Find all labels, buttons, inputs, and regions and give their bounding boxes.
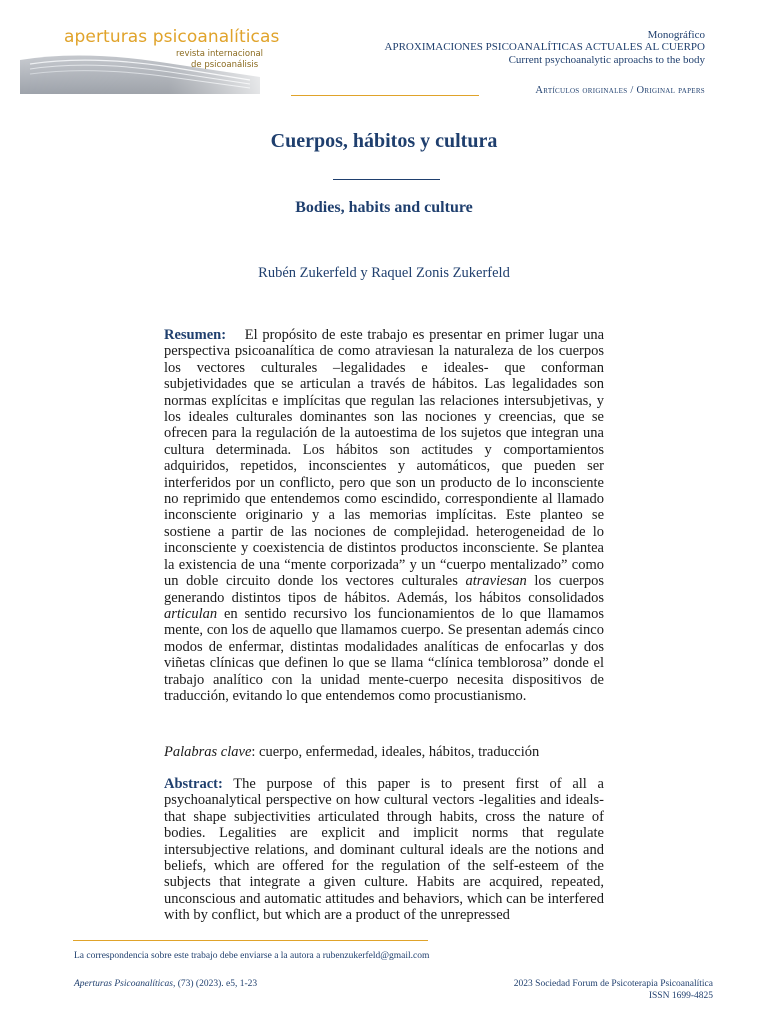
citation-details: , (73) (2023). e5, 1-23 bbox=[172, 979, 258, 989]
resumen-text-1: El propósito de este trabajo es presentar en primer lugar una perspectiva psicoanalítica de como atraviesan la naturaleza de los cuerpos los vectores culturales –legalidades e ideales- que conforman subjetividades que se articulan a través de hábitos. Las legalidades son normas explícitas e implícitas que regulan las relaciones intersubjetivas, y los ideales culturales dominantes son las nociones y creencias, que se ofrecen para la regulación de la autoestima de los sujetos que integran una cultura determinada. Los hábitos son actitudes y comportamientos adquiridos, repetidos, inconscientes y automáticos, que pueden ser interferidos por un conflicto, pero que son un producto de lo inconsciente no reprimido que entendemos como escindido, correspondiente al llamado inconsciente originario y a las memorias implícitas. Este planteo se sostiene a partir de las nociones de complejidad. heterogeneidad de lo inconsciente y coexistencia de distintos productos inconsciente. Se plantea la existencia de una “mente corporizada” y un “cuerpo mentalizado” como un doble circuito donde los vectores culturales bbox=[164, 327, 605, 590]
issn: ISSN 1699-4825 bbox=[648, 991, 713, 1001]
journal-name: Aperturas Psicoanalíticas bbox=[74, 979, 173, 989]
abstract-label: Abstract: bbox=[164, 776, 223, 792]
logo-subtitle-line2: de psicoanálisis bbox=[191, 60, 259, 70]
resumen-text-3: en sentido recursivo los funcionamientos de lo que llamamos mente, con los de aquello que llamamos cuerpo. Se presentan además cinco modos de enfermar, distintas modalidades analíticas de enfocarlas y dos viñetas clínicas que definen lo que se llama “clínica temblorosa” donde el trabajo analítico con la unidad mente-cuerpo necesita dispositivos de traducción, evitando lo que entendemos como procustianismo. bbox=[164, 605, 604, 704]
abstract-paragraph bbox=[164, 776, 604, 924]
header-theme-es: APROXIMACIONES PSICOANALÍTICAS ACTUALES AL CUERPO bbox=[384, 41, 705, 53]
journal-citation bbox=[74, 979, 257, 989]
logo-title: aperturas psicoanalíticas bbox=[64, 27, 280, 47]
correspondence-footnote: La correspondencia sobre este trabajo debe enviarse a la autora a rubenzukerfeld@gmail.com bbox=[74, 951, 430, 961]
resumen-text-2: los cuerpos generando distintos tipos de hábitos. Además, los hábitos consolidados bbox=[164, 573, 605, 606]
logo-subtitle-line1: revista internacional bbox=[176, 49, 264, 59]
article-title-en: Bodies, habits and culture bbox=[295, 199, 473, 216]
footnote-divider bbox=[73, 940, 428, 941]
keywords-text: : cuerpo, enfermedad, ideales, hábitos, traducción bbox=[251, 744, 540, 760]
resumen-label: Resumen: bbox=[164, 327, 227, 343]
article-authors: Rubén Zukerfeld y Raquel Zonis Zukerfeld bbox=[258, 265, 510, 281]
society-copyright: 2023 Sociedad Forum de Psicoterapia Psicoanalítica bbox=[513, 979, 713, 989]
abstract-text: The purpose of this paper is to present first of all a psychoanalytical perspective on how cultural vectors -legalities and ideals- that shape subjectivities articulated through habits, cross the nature of bodies. Legalities are explicit and implicit norms that regulate intersubjective relations, and dominant cultural ideals are the notions and beliefs, which are offered for the regulation of the self-esteem of the subjects that integrate a given culture. Habits are acquired, repeated, unconscious and automatic attitudes and behaviors, which can be interfered with by conflict, but which are a product of the unrepressed bbox=[164, 776, 604, 924]
header-divider bbox=[291, 95, 479, 96]
header-section: Artículos originales / Original papers bbox=[535, 85, 705, 96]
keywords-label: Palabras clave bbox=[164, 744, 252, 760]
resumen-emphasis-2: articulan bbox=[164, 605, 218, 622]
header-monografico: Monográfico bbox=[647, 29, 705, 41]
resumen-paragraph bbox=[164, 327, 604, 704]
keywords-line bbox=[164, 744, 604, 760]
resumen-emphasis-1: atraviesan bbox=[465, 573, 527, 590]
title-divider bbox=[333, 179, 440, 180]
header-theme-en: Current psychoanalytic aproachs to the body bbox=[508, 54, 705, 66]
article-title-es: Cuerpos, hábitos y cultura bbox=[270, 130, 498, 152]
